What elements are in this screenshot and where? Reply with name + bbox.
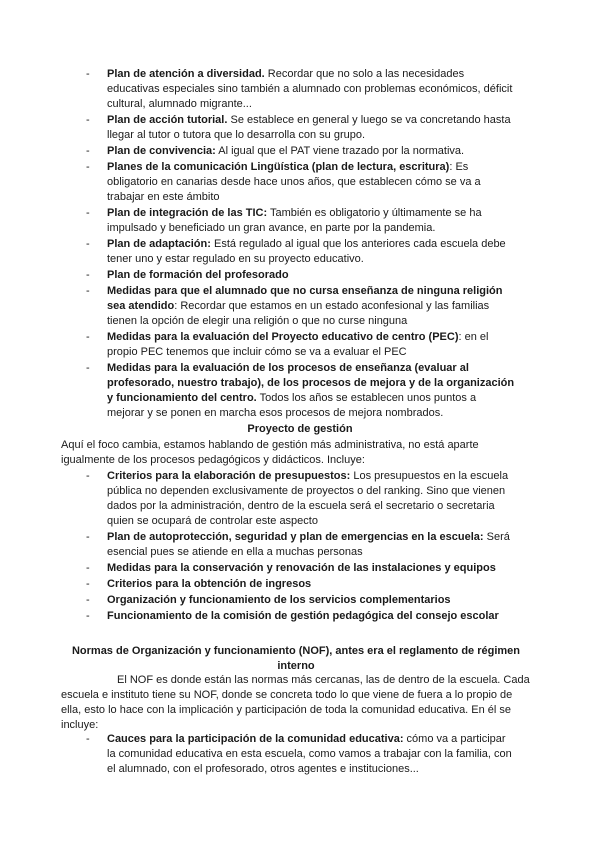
list-dash: -: [86, 114, 90, 126]
item-title: Planes de la comunicación Lingüística (plan de lectura, escritura): [107, 161, 450, 173]
plans-list: [0, 67, 600, 422]
list-dash: -: [86, 161, 90, 173]
list-item: [0, 577, 600, 592]
list-item: [0, 561, 600, 576]
item-title: Cauces para la participación de la comunidad educativa:: [107, 733, 404, 745]
item-title: Funcionamiento de la comisión de gestión pedagógica del consejo escolar: [107, 610, 499, 622]
item-text: También es obligatorio y últimamente se ha impulsado y beneficiado un gran avance, en parte por la pandemia.: [107, 207, 482, 234]
list-item: [0, 330, 600, 360]
item-title: Medidas para la evaluación de los procesos de enseñanza (evaluar al profesorado, nuestro trabajo), de los procesos de mejora y de la organización y funcionamiento del centro.: [107, 362, 515, 404]
section-heading: Proyecto de gestión: [247, 423, 353, 435]
item-text: Al igual que el PAT viene trazado por la normativa.: [215, 145, 465, 157]
list-dash: -: [86, 562, 90, 574]
list-dash: -: [86, 207, 90, 219]
list-dash: -: [86, 470, 90, 482]
item-title: Plan de integración de las TIC:: [107, 207, 268, 219]
item-title: Plan de atención a diversidad.: [107, 68, 265, 80]
item-text: Recordar que no solo a las necesidades educativas especiales sino también a alumnado con problemas económicos, déficit cultural, alumnado migrante...: [107, 68, 513, 110]
item-title: Medidas para la conservación y renovación de las instalaciones y equipos: [107, 562, 496, 574]
item-title: Plan de convivencia:: [107, 145, 216, 157]
section-intro-text: El NOF es donde están las normas más cercanas, las de dentro de la escuela. Cada escuela e instituto tiene su NOF, donde se concreta todo lo que viene de fuera a lo propio de ella, esto lo hace con la implicación y participación de toda la comunidad educativa. En él se incluye:: [61, 674, 530, 731]
list-item: [0, 732, 600, 777]
list-dash: -: [86, 68, 90, 80]
item-title: Organización y funcionamiento de los servicios complementarios: [107, 594, 451, 606]
item-title: Plan de formación del profesorado: [107, 269, 289, 281]
list-dash: -: [86, 269, 90, 281]
item-text: : Recordar que estamos en un estado aconfesional y las familias tienen la opción de elegir una religión o que no curse ninguna: [107, 300, 490, 327]
item-title: Plan de adaptación:: [107, 238, 211, 250]
list-item: [0, 469, 600, 529]
list-item: [0, 237, 600, 267]
list-dash: -: [86, 331, 90, 343]
list-item: [0, 361, 600, 421]
list-item: [0, 206, 600, 236]
list-dash: -: [86, 145, 90, 157]
item-title: Medidas para la evaluación del Proyecto educativo de centro (PEC): [107, 331, 459, 343]
list-dash: -: [86, 531, 90, 543]
item-text: : en el propio PEC tenemos que incluir cómo se va a evaluar el PEC: [107, 331, 489, 358]
item-text: Se establece en general y luego se va concretando hasta llegar al tutor o tutora que lo desarrolla con su grupo.: [107, 114, 511, 141]
item-title: Plan de autoprotección, seguridad y plan de emergencias en la escuela:: [107, 531, 484, 543]
list-dash: -: [86, 594, 90, 606]
list-item: [0, 530, 600, 560]
nof-list: [0, 732, 600, 777]
list-dash: -: [86, 238, 90, 250]
list-dash: -: [86, 610, 90, 622]
list-item: [0, 609, 600, 624]
list-item: [0, 268, 600, 283]
item-text: cómo va a participar la comunidad educativa en esta escuela, como vamos a trabajar con la familia, con el alumnado, con el profesorado, otros agentes e instituciones...: [107, 733, 512, 775]
item-text: Todos los años se establecen unos puntos a mejorar y se ponen en marcha esos procesos de mejora nombrados.: [107, 392, 477, 419]
list-item: [0, 113, 600, 143]
item-title: Plan de acción tutorial.: [107, 114, 228, 126]
list-item: [0, 144, 600, 159]
management-list: [0, 469, 600, 625]
item-title: Criterios para la elaboración de presupuestos:: [107, 470, 351, 482]
item-title: Medidas para que el alumnado que no cursa enseñanza de ninguna religión sea atendido: [107, 285, 503, 312]
list-dash: -: [86, 362, 90, 374]
list-item: [0, 284, 600, 329]
item-title: Criterios para la obtención de ingresos: [107, 578, 312, 590]
list-item: [0, 160, 600, 205]
section-heading: Normas de Organización y funcionamiento (NOF), antes era el reglamento de régimen interno: [71, 645, 521, 672]
item-text: Está regulado al igual que los anteriores cada escuela debe tener uno y estar regulado en su proyecto educativo.: [107, 238, 506, 265]
list-item: [0, 593, 600, 608]
item-text: : Es obligatorio en canarias desde hace unos años, que establecen cómo se va a trabajar en este ámbito: [107, 161, 481, 203]
section-intro: [61, 673, 531, 733]
item-text: Los presupuestos en la escuela pública no dependen exclusivamente de proyectos o del ranking. Sino que vienen dados por la administración, dentro de la escuela será el secretario o secretaria quien se ocupará de controlar este aspecto: [107, 470, 509, 527]
item-text: Será esencial pues se atiende en ella a muchas personas: [107, 531, 510, 558]
list-dash: -: [86, 733, 90, 745]
list-dash: -: [86, 285, 90, 297]
list-dash: -: [86, 578, 90, 590]
list-item: [0, 67, 600, 112]
section-intro: Aquí el foco cambia, estamos hablando de gestión más administrativa, no está aparte igualmente de los procesos pedagógicos y didácticos. Incluye:: [61, 439, 479, 466]
